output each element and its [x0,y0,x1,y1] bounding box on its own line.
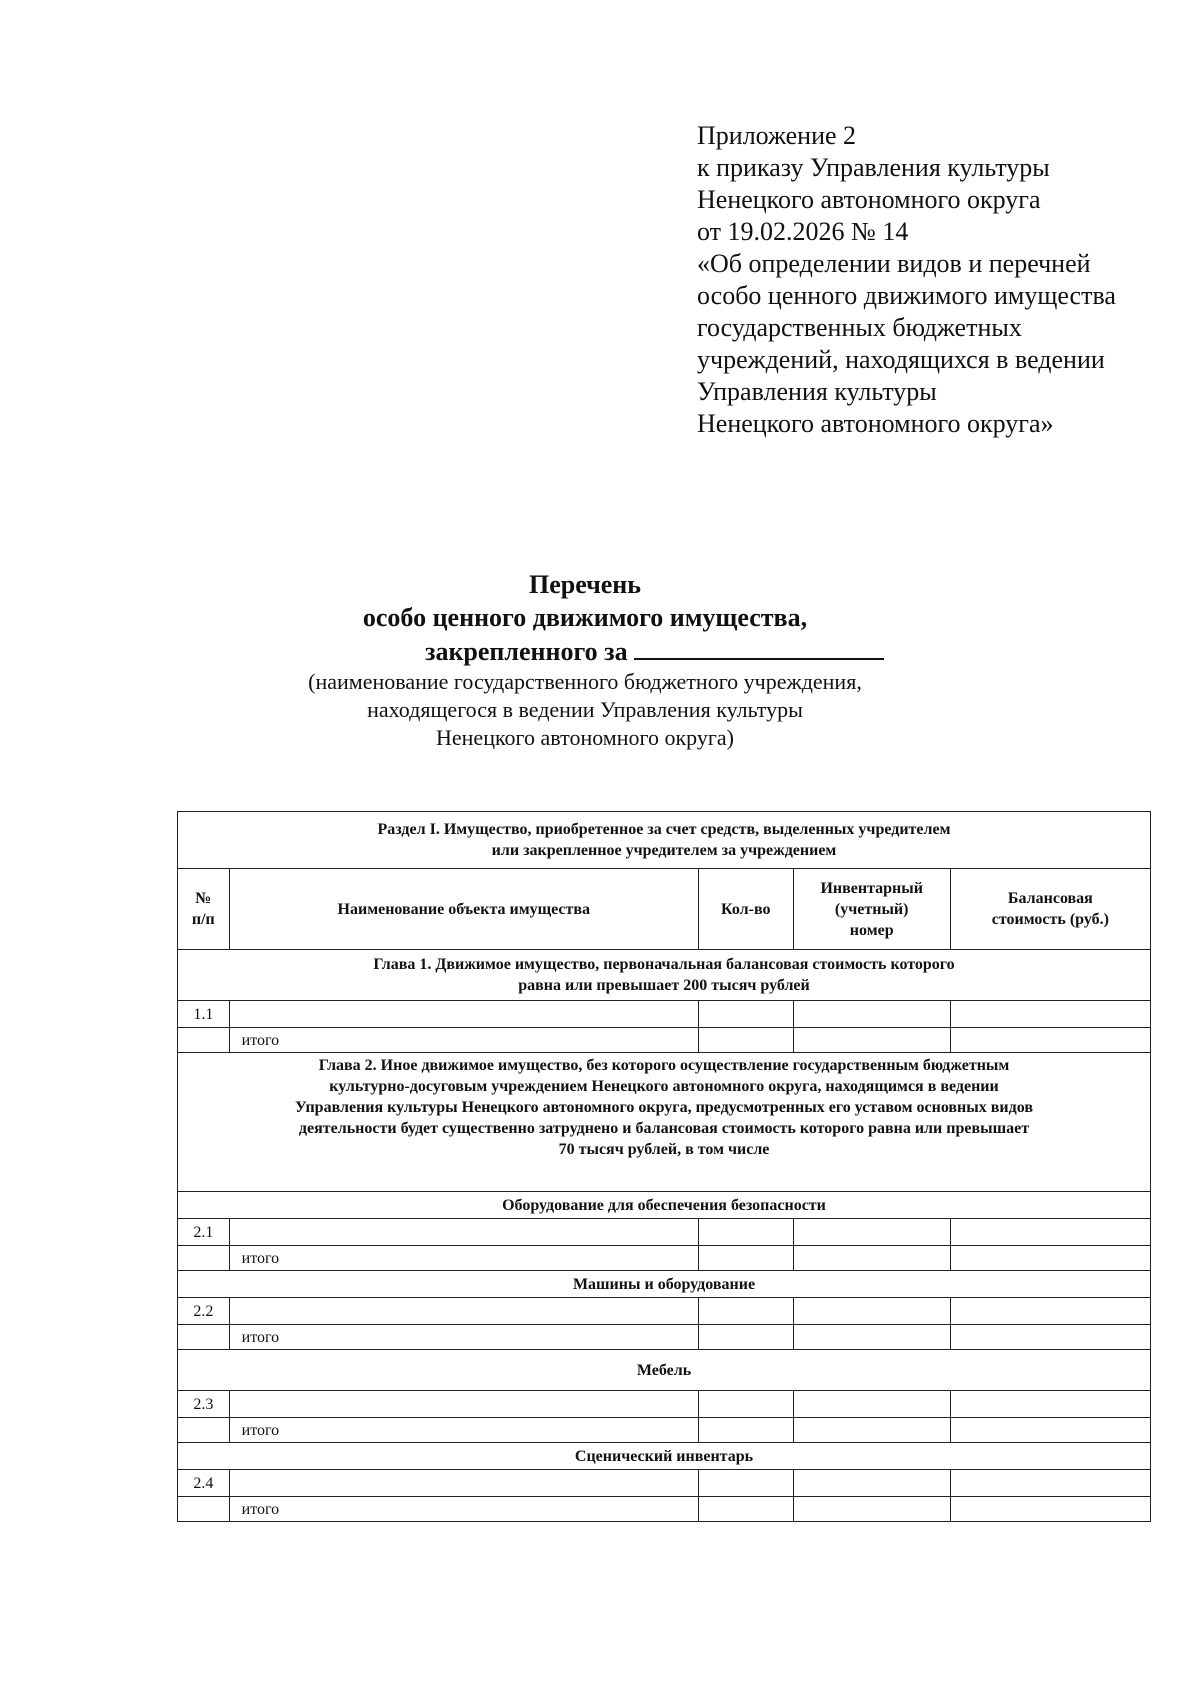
table-row [178,1001,1151,1028]
section-heading-line: или закрепленное учредителем за учреждением [491,842,837,859]
cell-name[interactable] [229,1001,698,1028]
cell-inventory[interactable] [793,1298,950,1325]
title-note-line: находящегося в ведении Управления культуры [367,697,803,722]
cell-name[interactable] [229,1219,698,1246]
cell-name[interactable] [229,1391,698,1418]
group-heading: Машины и оборудование [178,1271,1151,1298]
table-row [178,1470,1151,1497]
cell-empty [178,1497,230,1522]
cell-inventory[interactable] [793,1246,950,1271]
assigned-to-label: закрепленного за [425,637,628,666]
total-label: итого [229,1497,698,1522]
appendix-line: государственных бюджетных [697,313,1022,342]
group-row [178,1271,1151,1298]
total-label: итого [229,1325,698,1350]
cell-cost[interactable] [950,1497,1150,1522]
cell-inventory[interactable] [793,1325,950,1350]
cell-cost[interactable] [950,1298,1150,1325]
chapter-heading-line: Управления культуры Ненецкого автономного округа, предусмотренных его уставом основных видов [295,1099,1033,1116]
cell-name[interactable] [229,1298,698,1325]
appendix-line: учреждений, находящихся в ведении [697,345,1105,374]
cell-cost[interactable] [950,1391,1150,1418]
cell-qty[interactable] [698,1001,793,1028]
header-qty: Кол-во [698,869,793,950]
row-number: 2.1 [178,1219,230,1246]
header-inventory [793,869,950,950]
chapter-2-heading [178,1053,1151,1192]
row-number: 2.4 [178,1470,230,1497]
cell-qty[interactable] [698,1497,793,1522]
chapter-heading-line: деятельности будет существенно затруднено и балансовая стоимость которого равна или превышает [298,1120,1030,1137]
cell-qty[interactable] [698,1028,793,1053]
document-subtitle: особо ценного движимого имущества, [362,603,808,632]
row-number: 2.2 [178,1298,230,1325]
cell-cost[interactable] [950,1418,1150,1443]
cell-cost[interactable] [950,1246,1150,1271]
cell-inventory[interactable] [793,1497,950,1522]
cell-empty [178,1325,230,1350]
group-heading: Мебель [178,1350,1151,1391]
group-heading: Сценический инвентарь [178,1443,1151,1470]
institution-blank-field[interactable] [634,634,884,660]
appendix-line: Ненецкого автономного округа» [697,409,1054,438]
appendix-line: Управления культуры [697,377,937,406]
header-name: Наименование объекта имущества [229,869,698,950]
appendix-line: особо ценного движимого имущества [697,281,1116,310]
header-num [178,869,230,950]
property-table [177,811,1151,1522]
appendix-line: от 19.02.2026 № 14 [697,217,909,246]
cell-qty[interactable] [698,1418,793,1443]
header-text: Инвентарный [820,879,923,897]
table-row [178,1298,1151,1325]
total-label: итого [229,1028,698,1053]
header-text: № [195,890,212,907]
table-row [178,1391,1151,1418]
total-label: итого [229,1418,698,1443]
header-text: стоимость (руб.) [991,911,1109,928]
cell-inventory[interactable] [793,1470,950,1497]
title-note-line: (наименование государственного бюджетного учреждения, [308,669,862,694]
total-row [178,1325,1151,1350]
header-cost [950,869,1150,950]
document-title-block [200,568,970,752]
section-row [178,812,1151,869]
cell-qty[interactable] [698,1325,793,1350]
cell-cost[interactable] [950,1325,1150,1350]
appendix-line: Приложение 2 [697,121,857,150]
appendix-header [697,120,1177,440]
group-heading: Оборудование для обеспечения безопасности [178,1192,1151,1219]
total-label: итого [229,1246,698,1271]
cell-empty [178,1418,230,1443]
row-number: 2.3 [178,1391,230,1418]
header-text: номер [849,921,894,939]
group-row [178,1350,1151,1391]
table-row [178,1219,1151,1246]
table-header-row [178,869,1151,950]
cell-qty[interactable] [698,1246,793,1271]
section-1-heading [178,812,1151,869]
cell-empty [178,1246,230,1271]
group-row [178,1192,1151,1219]
total-row [178,1028,1151,1053]
document-title: Перечень [528,570,642,599]
chapter-1-heading [178,950,1151,1001]
header-text: п/п [191,911,215,928]
cell-qty[interactable] [698,1391,793,1418]
total-row [178,1418,1151,1443]
total-row [178,1246,1151,1271]
cell-inventory[interactable] [793,1418,950,1443]
chapter-heading-line: Глава 2. Иное движимое имущество, без которого осуществление государственным бюджетным [318,1057,1010,1074]
chapter-heading-line: равна или превышает 200 тысяч рублей [518,977,810,994]
group-row [178,1443,1151,1470]
cell-cost[interactable] [950,1219,1150,1246]
cell-qty[interactable] [698,1219,793,1246]
cell-cost[interactable] [950,1470,1150,1497]
cell-empty [178,1028,230,1053]
cell-inventory[interactable] [793,1001,950,1028]
chapter-heading-line: культурно-досуговым учреждением Ненецкого автономного округа, находящимся в ведении [329,1078,999,1095]
total-row [178,1497,1151,1522]
header-text: Балансовая [1007,890,1093,907]
cell-inventory[interactable] [793,1391,950,1418]
assigned-to-line [200,634,970,668]
section-heading-line: Раздел I. Имущество, приобретенное за счет средств, выделенных учредителем [377,821,951,838]
title-note-line: Ненецкого автономного округа) [436,725,734,750]
cell-qty[interactable] [698,1298,793,1325]
appendix-line: Ненецкого автономного округа [697,185,1041,214]
chapter-row [178,1053,1151,1192]
cell-cost[interactable] [950,1028,1150,1053]
cell-name[interactable] [229,1470,698,1497]
appendix-line: к приказу Управления культуры [697,153,1050,182]
chapter-heading-line: Глава 1. Движимое имущество, первоначальная балансовая стоимость которого [373,956,955,973]
cell-qty[interactable] [698,1470,793,1497]
appendix-line: «Об определении видов и перечней [697,249,1091,278]
row-number: 1.1 [178,1001,230,1028]
header-text: (учетный) [834,900,909,918]
chapter-row [178,950,1151,1001]
cell-inventory[interactable] [793,1219,950,1246]
cell-inventory[interactable] [793,1028,950,1053]
cell-cost[interactable] [950,1001,1150,1028]
chapter-heading-line: 70 тысяч рублей, в том числе [558,1141,770,1158]
